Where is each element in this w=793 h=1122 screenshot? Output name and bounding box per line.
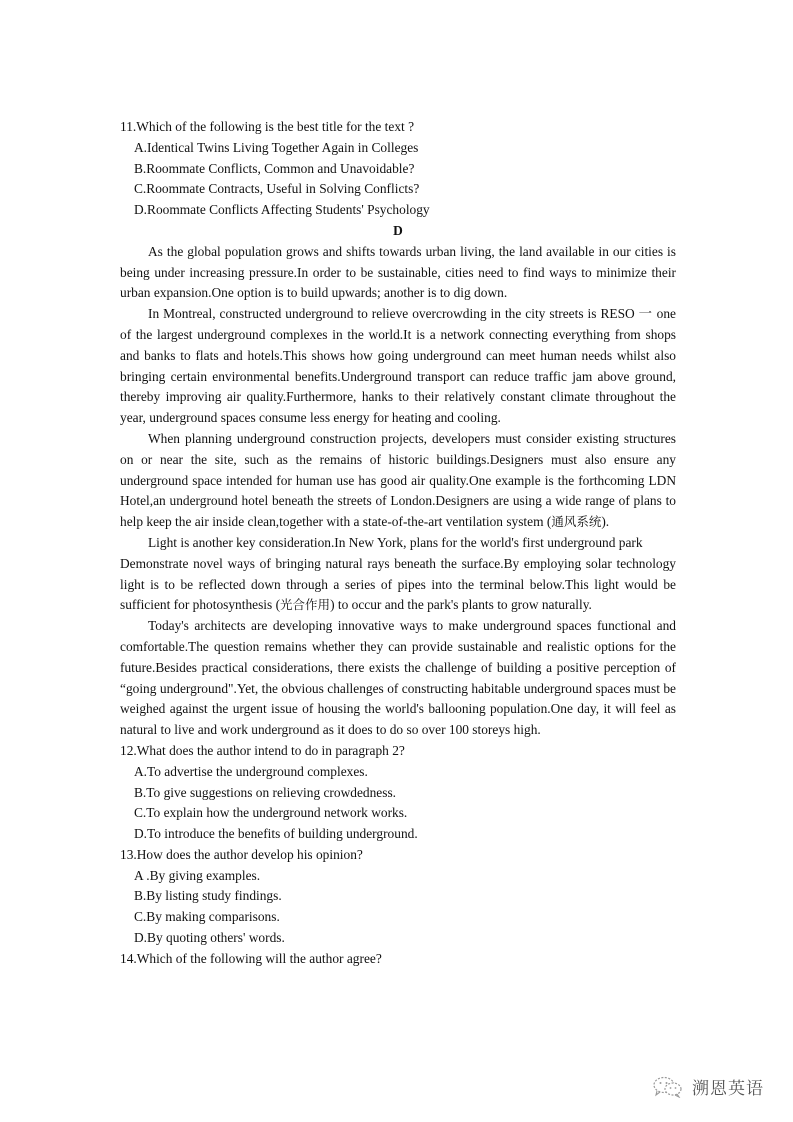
exam-page — [120, 117, 676, 970]
watermark — [652, 1074, 764, 1099]
option-c: C.To explain how the underground network works. — [134, 805, 408, 821]
paragraph-3 — [120, 429, 676, 533]
paragraph-4-text: Demonstrate novel ways of bringing natural rays beneath the surface.By employing solar technology light is to be reflected down through a series of pipes into the terminal below.This light would be sufficient for photosynthesis ( — [120, 555, 676, 613]
paragraph-3-end: ). — [601, 514, 610, 530]
option-b: B.Roommate Conflicts, Common and Unavoidable? — [134, 160, 415, 176]
passage-heading: D — [393, 222, 403, 238]
option-a: A.To advertise the underground complexes. — [134, 763, 368, 779]
question-13 — [120, 845, 676, 949]
option-b: B.By listing study findings. — [134, 888, 282, 904]
paragraph-4-end: ) to occur and the park's plants to grow naturally. — [330, 597, 592, 613]
question-12 — [120, 741, 676, 845]
question-14 — [120, 949, 676, 970]
passage-d — [120, 242, 676, 741]
paragraph-2: In Montreal, constructed underground to relieve overcrowding in the city streets is RESO 一 one of the largest underground complexes in the world.It is a network connecting everything from shops and banks to flats and hotels.This shows how going underground can meet human needs whilst also bringing certain environmental benefits.Underground transport can reduce traffic jam above ground, thereby improving air quality.Furthermore, hanks to their relatively constant climate throughout the year, underground spaces consume less energy for heating and cooling. — [120, 306, 676, 426]
question-stem: 12.What does the author intend to do in paragraph 2? — [120, 742, 405, 758]
option-d: D.To introduce the benefits of building underground. — [134, 826, 418, 842]
chinese-gloss: 光合作用 — [280, 597, 331, 613]
option-c: C.Roommate Contracts, Useful in Solving Conflicts? — [134, 181, 420, 197]
paragraph-1: As the global population grows and shifts towards urban living, the land available in our cities is being under increasing pressure.In order to be sustainable, cities need to find ways to minimize their urban expansion.One option is to build upwards; another is to dig down. — [120, 243, 676, 301]
option-a: A .By giving examples. — [134, 867, 261, 883]
option-d: D.By quoting others' words. — [134, 930, 285, 946]
paragraph-4 — [120, 554, 676, 616]
question-stem: 13.How does the author develop his opinion? — [120, 846, 363, 862]
option-a: A.Identical Twins Living Together Again in Colleges — [134, 139, 419, 155]
question-stem: 14.Which of the following will the author agree? — [120, 950, 382, 966]
option-d: D.Roommate Conflicts Affecting Students' Psychology — [134, 202, 430, 218]
paragraph-3-text: When planning underground construction projects, developers must consider existing structures on or near the site, such as the remains of historic buildings.Designers must also ensure any underground space intended for human use has good air quality.One example is the forthcoming LDN Hotel,an underground hotel beneath the streets of London.Designers are using a wide range of plans to help keep the air inside clean,together with a state-of-the-art ventilation system ( — [120, 430, 676, 530]
question-stem: 11.Which of the following is the best title for the text ? — [120, 119, 415, 134]
chinese-gloss: 通风系统 — [551, 514, 602, 530]
paragraph-4-line-1: Light is another key consideration.In New York, plans for the world's first underground park — [148, 534, 643, 550]
option-c: C.By making comparisons. — [134, 909, 280, 925]
paragraph-5: Today's architects are developing innovative ways to make underground spaces functional and comfortable.The question remains whether they can provide sustainable and realistic options for the future.Besides practical considerations, there exists the challenge of building a positive perception of “going underground".Yet, the obvious challenges of constructing habitable underground spaces must be weighed against the urgent issue of housing the world's ballooning population.One day, it will feel as natural to live and work underground as it does to do so over 100 storeys high. — [120, 618, 676, 738]
wechat-icon — [652, 1076, 684, 1098]
watermark-text: 溯恩英语 — [692, 1079, 764, 1099]
question-11 — [120, 117, 676, 221]
option-b: B.To give suggestions on relieving crowdedness. — [134, 784, 396, 800]
